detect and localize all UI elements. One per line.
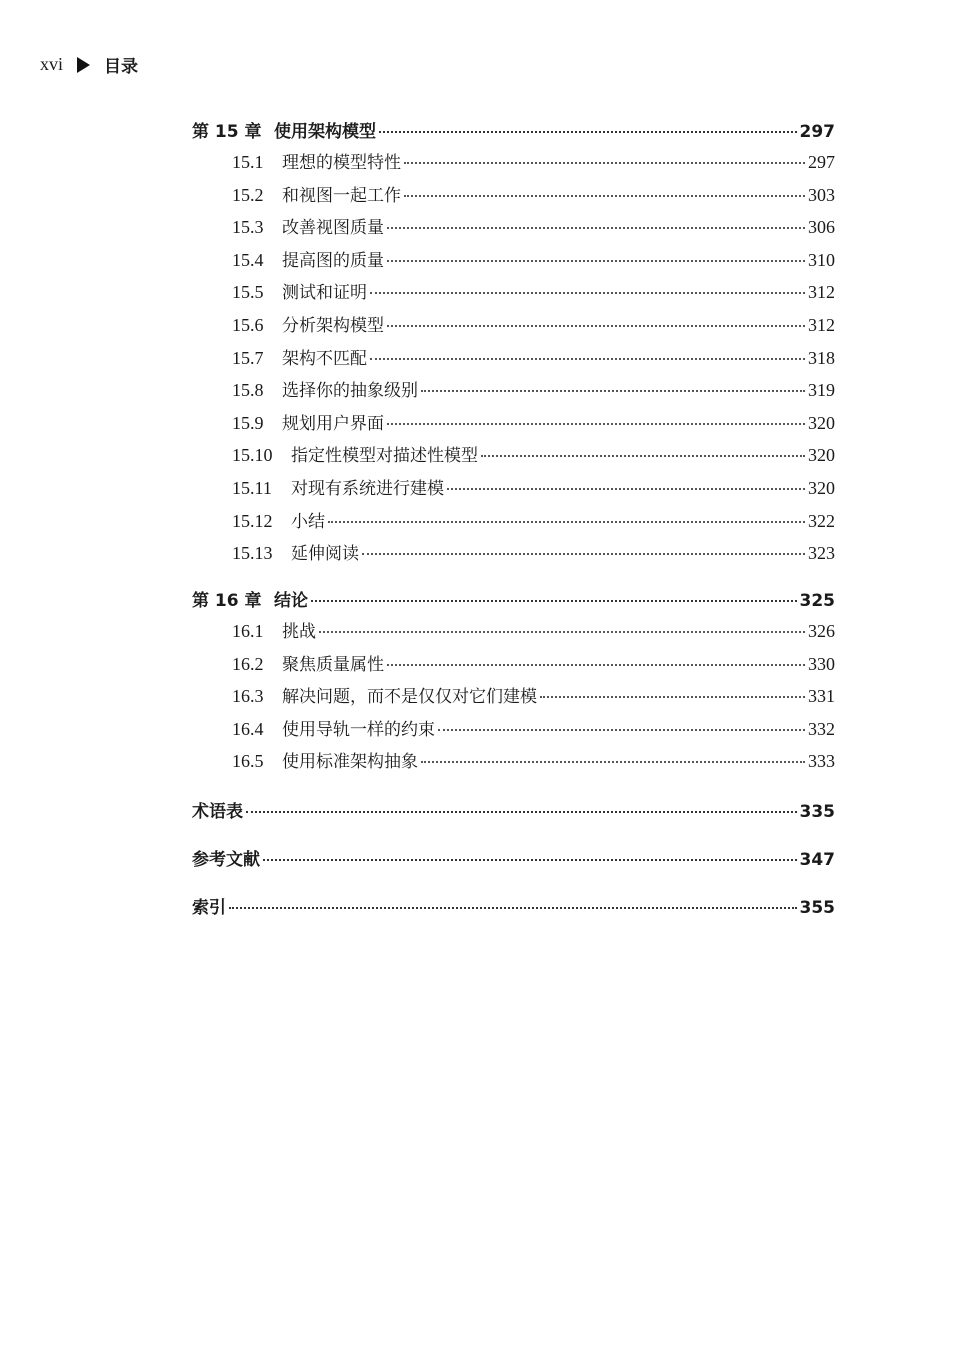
page-number: 319 <box>808 380 835 401</box>
toc-section-row[interactable] <box>232 749 835 774</box>
running-title: 目录 <box>104 57 139 77</box>
section-number: 15.8 <box>232 380 264 401</box>
page-number: 320 <box>808 412 835 433</box>
chapter-label: 第 16 章 <box>192 591 262 611</box>
toc-section-row[interactable] <box>232 476 835 501</box>
chapter-title: 结论 <box>274 591 308 611</box>
toc-section-row[interactable] <box>232 619 835 644</box>
section-title: 小结 <box>291 511 325 532</box>
dot-leader <box>421 389 805 392</box>
section-title: 提高图的质量 <box>282 250 384 271</box>
section-title: 指定性模型对描述性模型 <box>291 446 478 467</box>
section-number: 15.6 <box>232 315 264 335</box>
toc-section-row[interactable] <box>232 150 835 175</box>
section-number: 16.3 <box>232 686 264 707</box>
section-title: 延伸阅读 <box>291 544 359 565</box>
backmatter-title: 索引 <box>192 898 226 918</box>
toc-backmatter-row[interactable] <box>192 896 835 920</box>
dot-leader <box>438 728 805 731</box>
toc-section-row[interactable] <box>232 248 835 273</box>
page-number: 312 <box>808 282 835 303</box>
section-number: 15.13 <box>232 543 273 564</box>
section-title: 使用标准架构抽象 <box>282 752 418 773</box>
section-title: 理想的模型特性 <box>282 153 401 173</box>
toc-section-row[interactable] <box>232 313 835 338</box>
section-number: 15.12 <box>232 510 273 531</box>
section-title: 解决问题，而不是仅仅对它们建模 <box>282 687 537 708</box>
dot-leader <box>447 487 805 490</box>
section-number: 16.4 <box>232 718 264 739</box>
dot-leader <box>481 454 805 457</box>
section-number: 15.4 <box>232 249 264 270</box>
toc-section-row[interactable] <box>232 717 835 742</box>
dot-leader <box>362 552 805 555</box>
toc-chapter-row[interactable] <box>192 589 835 613</box>
page-number: 297 <box>808 152 835 172</box>
section-title: 测试和证明 <box>282 283 367 304</box>
page-number: 310 <box>808 249 835 270</box>
section-number: 15.1 <box>232 152 264 172</box>
dot-leader <box>370 357 805 360</box>
toc-section-row[interactable] <box>232 378 835 403</box>
page-number: 297 <box>799 122 835 142</box>
dot-leader <box>387 422 805 425</box>
dot-leader <box>328 520 805 523</box>
page-number: xvi <box>40 54 64 74</box>
page-number: 323 <box>808 543 835 564</box>
page-number: 326 <box>808 621 835 641</box>
running-header <box>40 52 138 77</box>
section-number: 15.2 <box>232 184 264 205</box>
toc-section-row[interactable] <box>232 541 835 566</box>
page-number: 333 <box>808 751 835 772</box>
dot-leader <box>421 760 805 763</box>
page-number: 347 <box>799 850 835 870</box>
section-number: 16.5 <box>232 751 264 772</box>
page-number: 306 <box>808 217 835 238</box>
section-title: 和视图一起工作 <box>282 185 401 206</box>
dot-leader <box>379 130 797 133</box>
dot-leader <box>404 194 805 197</box>
triangle-right-icon <box>77 57 90 73</box>
toc-backmatter-row[interactable] <box>192 848 835 872</box>
toc-chapter-row[interactable] <box>192 120 835 144</box>
dot-leader <box>387 226 805 229</box>
section-title: 聚焦质量属性 <box>282 654 384 675</box>
page-number: 320 <box>808 445 835 466</box>
backmatter-title: 术语表 <box>192 802 243 822</box>
toc-backmatter-row[interactable] <box>192 800 835 824</box>
section-number: 15.5 <box>232 282 264 303</box>
dot-leader <box>370 291 805 294</box>
chapter-label: 第 15 章 <box>192 122 262 142</box>
toc-section-row[interactable] <box>232 684 835 709</box>
section-title: 选择你的抽象级别 <box>282 381 418 402</box>
section-number: 15.11 <box>232 478 272 498</box>
page-number: 320 <box>808 478 835 498</box>
dot-leader <box>229 906 797 909</box>
section-title: 对现有系统进行建模 <box>291 479 444 499</box>
page-number: 335 <box>799 802 835 822</box>
dot-leader <box>387 663 805 666</box>
dot-leader <box>387 259 805 262</box>
toc-section-row[interactable] <box>232 443 835 468</box>
section-title: 改善视图质量 <box>282 218 384 239</box>
chapter-title: 使用架构模型 <box>274 122 376 142</box>
backmatter-title: 参考文献 <box>192 850 260 870</box>
toc-section-row[interactable] <box>232 215 835 240</box>
section-title: 架构不匹配 <box>282 348 367 369</box>
section-number: 16.1 <box>232 621 264 641</box>
section-title: 使用导轨一样的约束 <box>282 719 435 740</box>
toc-section-row[interactable] <box>232 346 835 371</box>
dot-leader <box>387 324 805 327</box>
page-number: 303 <box>808 184 835 205</box>
toc-section-row[interactable] <box>232 280 835 305</box>
dot-leader <box>404 161 805 164</box>
page-number: 325 <box>799 591 835 611</box>
toc-section-row[interactable] <box>232 652 835 677</box>
dot-leader <box>311 599 797 602</box>
section-title: 挑战 <box>282 622 316 642</box>
toc-section-row[interactable] <box>232 411 835 436</box>
section-title: 规划用户界面 <box>282 413 384 434</box>
section-number: 16.2 <box>232 653 264 674</box>
toc-section-row[interactable] <box>232 509 835 534</box>
page-number: 312 <box>808 315 835 335</box>
dot-leader <box>263 858 797 861</box>
dot-leader <box>246 810 797 813</box>
page-number: 332 <box>808 718 835 739</box>
section-title: 分析架构模型 <box>282 316 384 336</box>
section-number: 15.9 <box>232 412 264 433</box>
page-number: 318 <box>808 347 835 368</box>
page-number: 355 <box>799 898 835 918</box>
dot-leader <box>540 695 805 698</box>
page-number: 331 <box>808 686 835 707</box>
section-number: 15.7 <box>232 347 264 368</box>
section-number: 15.3 <box>232 217 264 238</box>
toc-section-row[interactable] <box>232 183 835 208</box>
page-number: 322 <box>808 510 835 531</box>
section-number: 15.10 <box>232 445 273 466</box>
page-number: 330 <box>808 653 835 674</box>
dot-leader <box>319 630 805 633</box>
